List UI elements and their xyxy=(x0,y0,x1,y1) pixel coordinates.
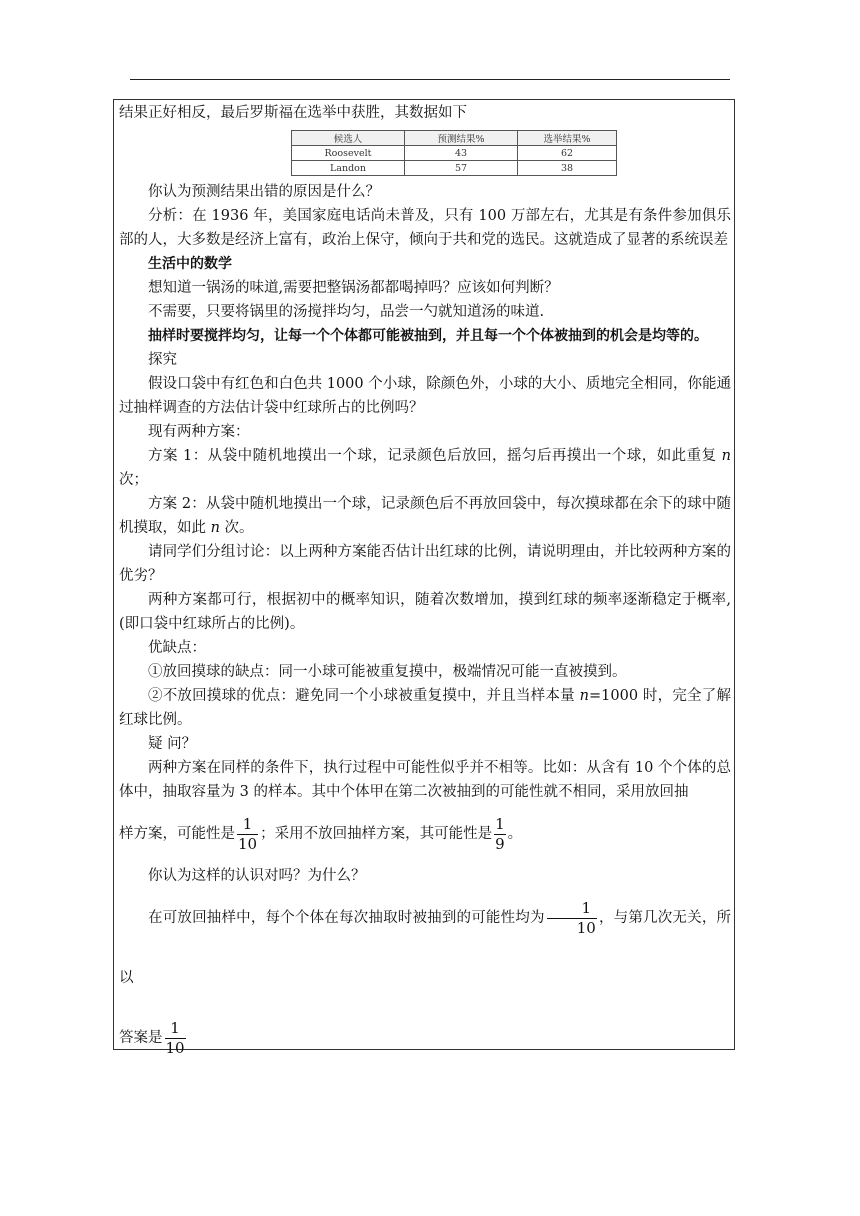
variable-n: n xyxy=(210,520,220,536)
paragraph-plan-2 xyxy=(119,492,731,540)
table-cell: 43 xyxy=(405,146,518,161)
fraction-denominator: 10 xyxy=(238,834,258,853)
fraction-denominator: 10 xyxy=(165,1038,185,1057)
paragraph-explore: 探究 xyxy=(148,352,177,368)
variable-n: n xyxy=(579,688,590,704)
no-replacement-end: =1000 时，完全了解红球比例。 xyxy=(119,688,731,728)
probabilities-text-2: ；采用不放回抽样方案，其可能性是 xyxy=(260,826,493,842)
table-header-row xyxy=(292,131,617,146)
table-row xyxy=(292,161,617,176)
plan-1-end: 次； xyxy=(119,472,148,488)
poll-table xyxy=(291,130,617,176)
lesson-content xyxy=(119,101,731,1068)
fraction-one-tenth xyxy=(237,814,258,853)
table-row xyxy=(292,146,617,161)
fraction-one-tenth xyxy=(165,1018,186,1057)
table-cell: 38 xyxy=(518,161,617,176)
paragraph-analysis: 分析：在 1936 年，美国家庭电话尚未普及，只有 100 万部左右，尤其是有条件参加俱乐部的人，大多数是经济上富有，政治上保守，倾向于共和党的选民。这就造成了显著的系统误差 xyxy=(119,208,731,248)
paragraph-soup-question: 想知道一锅汤的味道,需要把整锅汤都都喝掉吗？应该如何判断？ xyxy=(148,280,559,296)
paragraph-is-it-right: 你认为这样的认识对吗？为什么？ xyxy=(148,868,366,884)
fraction-denominator: 10 xyxy=(547,918,597,936)
fraction-numerator: 1 xyxy=(495,814,505,833)
fraction-denominator: 9 xyxy=(495,834,505,853)
paragraph-answer xyxy=(119,1008,731,1068)
fraction-numerator: 1 xyxy=(581,898,591,917)
table-cell: 62 xyxy=(518,146,617,161)
paragraph-pros-cons: 优缺点： xyxy=(148,640,206,656)
paragraph-discussion: 请同学们分组讨论：以上两种方案能否估计出红球的比例，请说明理由，并比较两种方案的优劣？ xyxy=(119,544,731,584)
plan-2-end: 次。 xyxy=(219,520,254,536)
table-cell: Landon xyxy=(292,161,405,176)
variable-n: n xyxy=(721,448,731,464)
table-header-candidate: 候选人 xyxy=(292,131,405,146)
fraction-numerator: 1 xyxy=(170,1018,180,1037)
paragraph-replacement-con: ①放回摸球的缺点：同一小球可能被重复摸中，极端情况可能一直被摸到。 xyxy=(148,664,627,680)
probabilities-end: 。 xyxy=(507,826,523,842)
table-cell: 57 xyxy=(405,161,518,176)
paragraph-soup-answer: 不需要，只要将锅里的汤搅拌均匀，品尝一勺就知道汤的味道. xyxy=(148,304,545,320)
table-header-result: 选举结果% xyxy=(518,131,617,146)
plan-2-text: 方案 2：从袋中随机地摸出一个球，记录颜色后不再放回袋中，每次摸球都在余下的球中随机摸取，如此 xyxy=(119,496,731,536)
paragraph-both-feasible: 两种方案都可行，根据初中的概率知识，随着次数增加，摸到红球的频率逐渐稳定于概率,(即口袋中红球所占的比例)。 xyxy=(119,592,731,632)
fraction-one-ninth xyxy=(494,814,506,853)
header-rule xyxy=(130,79,730,80)
paragraph-with-replacement xyxy=(119,888,731,1008)
paragraph-sampling-principle: 抽样时要搅拌均匀，让每一个个体都可能被抽到，并且每一个个体被抽到的机会是均等的。 xyxy=(148,328,708,344)
paragraph-probabilities xyxy=(119,804,731,864)
with-replacement-text: 在可放回抽样中，每个个体在每次抽取时被抽到的可能性均为 xyxy=(148,910,545,926)
paragraph-doubt: 疑 问？ xyxy=(148,736,197,752)
fraction-numerator: 1 xyxy=(242,814,253,833)
paragraph-two-plans: 现有两种方案： xyxy=(148,424,250,440)
paragraph-doubt-detail: 两种方案在同样的条件下，执行过程中可能性似乎并不相等。比如：从含有 10 个个体的总体中，抽取容量为 3 的样本。其中个体甲在第二次被抽到的可能性就不相同，采用放回抽 xyxy=(119,760,731,800)
with-replacement-end: ，与第几次无关，所以 xyxy=(119,910,732,986)
fraction-one-tenth xyxy=(547,898,597,937)
table-header-prediction: 预测结果% xyxy=(405,131,518,146)
no-replacement-text: ②不放回摸球的优点：避免同一个小球被重复摸中，并且当样本量 xyxy=(148,688,580,704)
answer-text: 答案是 xyxy=(119,1030,163,1046)
paragraph-plan-1 xyxy=(119,444,731,492)
section-heading-math-in-life: 生活中的数学 xyxy=(148,256,232,272)
paragraph-no-replacement-pro xyxy=(119,684,731,732)
paragraph-ball-problem: 假设口袋中有红色和白色共 1000 个小球，除颜色外，小球的大小、质地完全相同，你能通过抽样调查的方法估计袋中红球所占的比例吗？ xyxy=(119,376,731,416)
plan-1-text: 方案 1：从袋中随机地摸出一个球，记录颜色后放回，摇匀后再摸出一个球，如此重复 xyxy=(148,448,722,464)
probabilities-text-1: 样方案，可能性是 xyxy=(119,826,235,842)
table-cell: Roosevelt xyxy=(292,146,405,161)
paragraph-question: 你认为预测结果出错的原因是什么？ xyxy=(148,184,380,200)
paragraph-intro: 结果正好相反，最后罗斯福在选举中获胜，其数据如下 xyxy=(119,105,467,121)
